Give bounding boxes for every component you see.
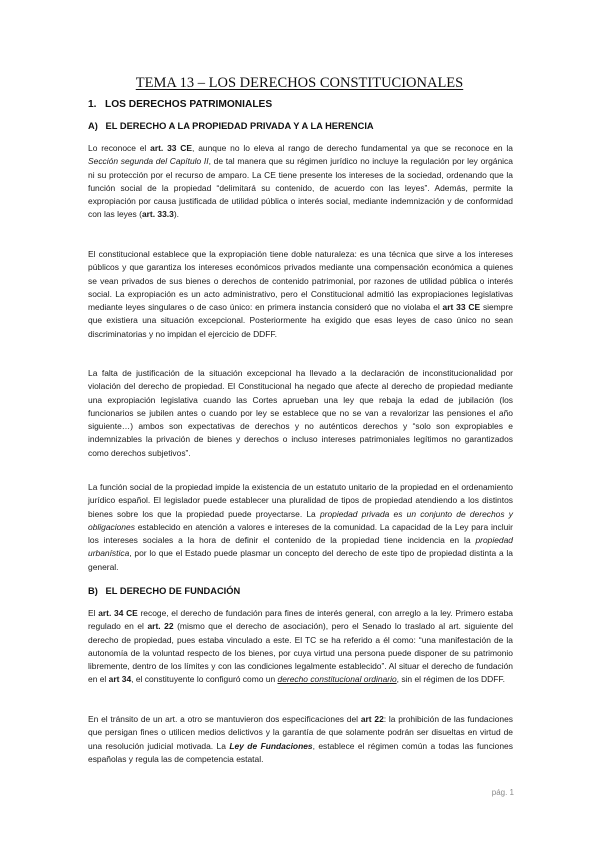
text-run: La función social de la propiedad impide la existencia de un estatuto unitario de la propiedad en el ordenamiento jurídico español. El legislador puede establecer una pluralidad de tipos de propiedad atendiendo a los distintos bienes sobre los que la propiedad puede proyectarse. La xyxy=(88,482,513,519)
text-run: , el constituyente lo configuró como un xyxy=(131,674,278,685)
paragraph-a2 xyxy=(88,248,513,341)
text-run: El constitucional establece que la expropiación tiene doble naturaleza: es una técnica que sirve a los intereses públicos y que garantiza los intereses económicos privados mediante una compensación económica a quienes se vean privados de sus bienes o derechos de contenido patrimonial, por razones de utilidad pública o interés social. La expropiación es un acto administrativo, pero el Constitucional admitió las expropiaciones legislativas mediante leyes singulares o de caso único: en primera instancia consideró que no violaba el xyxy=(88,249,513,313)
text-run: establecido en atención a valores e intereses de la comunidad. La capacidad de la Ley para incluir los intereses sociales a la hora de definir el contenido de la propiedad tiene incidencia en la xyxy=(88,521,513,546)
text-run: Lo reconoce el xyxy=(88,143,151,153)
text-run: , aunque no lo eleva al rango de derecho fundamental ya que se reconoce en la xyxy=(192,143,514,153)
text-run: art. 22 xyxy=(147,621,174,632)
text-run: derecho constitucional ordinario xyxy=(277,674,397,685)
text-run: La falta de justificación de la situación excepcional ha llevado a la declaración de inconstitucionalidad por violación del derecho de propiedad. El Constitucional ha negado que afecte al derecho de propiedad mediante una expropiación legislativa cuando las Cortes aprueban una ley que rebaja la edad de jubilación (los funcionarios se jubilen antes o cuando por ley se establece que no se van a revalorizar las pensiones el año siguiente…) ambos son expectativas de derechos y no auténticos derechos y “solo son expropiables e indemnizables la privación de bienes y derechos o incluso intereses patrimoniales legítimos no garantizados como derechos subjetivos”. xyxy=(88,368,513,458)
text-run: , por lo que el Estado puede plasmar un concepto del derecho de este tipo de propiedad distinta a la general. xyxy=(88,548,513,572)
text-run: En el tránsito de un art. a otro se mantuvieron dos especificaciones del xyxy=(88,714,361,724)
document-title: TEMA 13 – LOS DERECHOS CONSTITUCIONALES xyxy=(135,75,464,91)
text-run: Ley de Fundaciones xyxy=(229,740,313,751)
text-run: propiedad privada es un conjunto de derechos y obligaciones xyxy=(88,508,513,532)
paragraph-a1 xyxy=(88,142,513,222)
text-run: , establece el régimen común a todas las funciones españolas y regula las de competencia estatal. xyxy=(88,740,513,764)
text-run: Sección segunda del Capítulo II xyxy=(88,156,209,167)
text-run: art 34 xyxy=(108,674,132,685)
text-run: (mismo que el derecho de asociación), pero el Senado lo traslado al art. siguiente del derecho de propiedad, pues estaba vinculado a este. El TC se ha referido a él como: “una manifestación de la autonomía de la voluntad respecto de los bienes, por cuya virtud una persona puede disponer de su patrimonio libremente, dentro de los límites y con las condiciones legalmente establecido”. Al situar el derecho de fundación en el xyxy=(88,621,514,685)
text-run: art 33 CE xyxy=(442,302,481,313)
text-run: recoge, el derecho de fundación para fines de interés general, con arreglo a la ley. Primero estaba regulado en el xyxy=(88,608,513,632)
text-run: art. 33.3 xyxy=(141,209,174,220)
paragraph-a4 xyxy=(88,481,513,574)
text-run: , sin el régimen de los DDFF. xyxy=(396,674,505,685)
text-run: : la prohibición de las fundaciones que persigan fines o utilicen medios delictivos y la garantía de que solamente podrán ser disueltas en virtud de una resolución judicial motivada. La xyxy=(88,714,513,751)
text-run: , de tal manera que su régimen jurídico no incluye la regulación por ley orgánica ni su protección por el recurso de amparo. La CE tiene presente los intereses de la sociedad, ordenando que la función social de la propiedad “delimitará su contenido, de acuerdo con las leyes”. Además, permite la expropiación por causa justificada de utilidad pública o interés social, mediante indemnización y de conformidad con las leyes ( xyxy=(88,156,513,220)
text-run: art. 34 CE xyxy=(98,608,138,618)
text-run: El xyxy=(88,608,99,618)
text-run: ). xyxy=(173,209,179,220)
subsection-heading-b: B) EL DERECHO DE FUNDACIÓN xyxy=(88,586,241,596)
section-heading-1: 1. LOS DERECHOS PATRIMONIALES xyxy=(88,99,273,110)
paragraph-a3 xyxy=(88,367,513,460)
subsection-heading-a: A) EL DERECHO A LA PROPIEDAD PRIVADA Y A LA HERENCIA xyxy=(88,121,374,131)
page-number: pág. 1 xyxy=(491,788,514,797)
text-run: art 22 xyxy=(360,714,384,724)
paragraph-b1 xyxy=(88,607,513,687)
text-run: siempre que existiera una situación excepcional. Posteriormente ha exigido que esas leyes de caso único no sean discriminatorias y no impidan el ejercicio de DDFF. xyxy=(88,302,513,339)
paragraph-b2 xyxy=(88,713,513,766)
text-run: propiedad urbanística xyxy=(88,535,513,559)
text-run: art. 33 CE xyxy=(150,143,193,153)
